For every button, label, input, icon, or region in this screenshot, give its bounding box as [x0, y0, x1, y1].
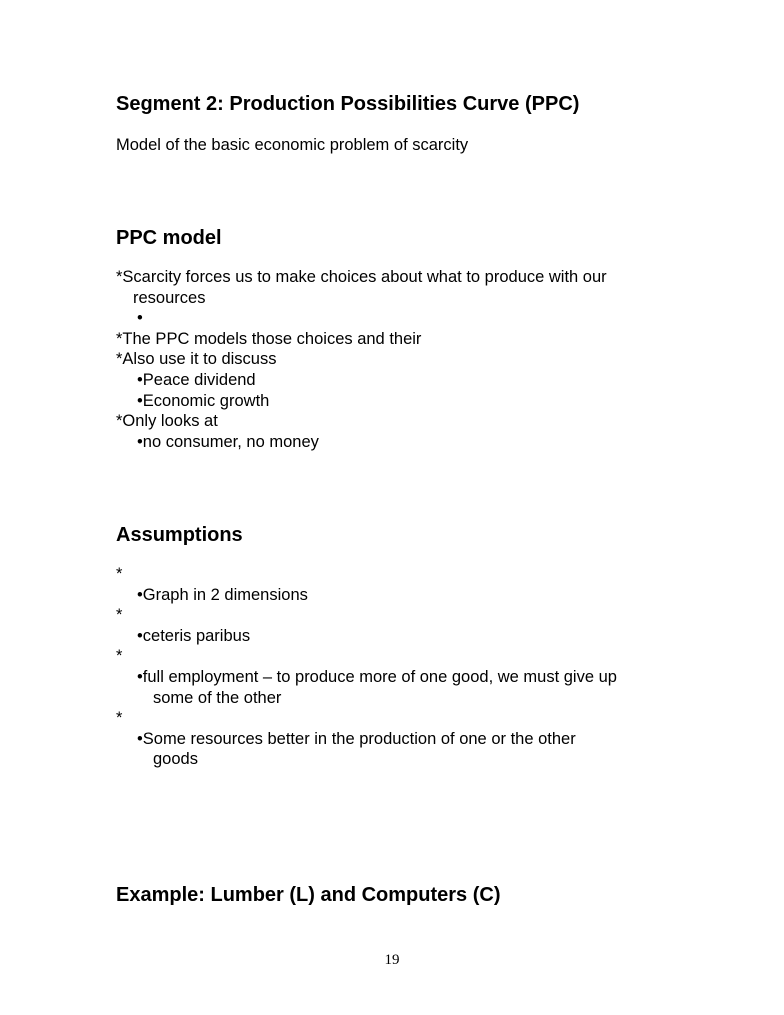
ppc-note-bullet: •Peace dividend	[137, 370, 256, 389]
ppc-note-line: resources	[133, 288, 206, 307]
ppc-note-line: *Also use it to discuss	[116, 350, 277, 369]
page-number: 19	[384, 952, 400, 968]
assumption-marker: *	[116, 709, 123, 728]
ppc-model-heading: PPC model	[116, 227, 222, 249]
assumption-bullet: •Graph in 2 dimensions	[137, 585, 308, 604]
assumption-marker: *	[116, 606, 123, 625]
ppc-model-notes	[116, 267, 607, 452]
ppc-note-bullet: •no consumer, no money	[137, 432, 319, 451]
assumption-bullet: •Some resources better in the production of one or the other	[137, 729, 576, 748]
assumption-marker: *	[116, 565, 123, 583]
assumptions-notes	[116, 564, 617, 770]
example-heading: Example: Lumber (L) and Computers (C)	[116, 884, 501, 906]
ppc-note-line: *The PPC models those choices and their	[116, 329, 422, 348]
assumption-continuation: some of the other	[153, 688, 282, 707]
assumption-marker: *	[116, 647, 123, 666]
ppc-note-bullet: •Economic growth	[137, 391, 270, 410]
segment-subtitle: Model of the basic economic problem of scarcity	[116, 136, 469, 154]
segment-title: Segment 2: Production Possibilities Curve (PPC)	[116, 93, 580, 115]
assumption-bullet: •full employment – to produce more of one good, we must give up	[137, 667, 617, 686]
ppc-note-line: *Only looks at	[116, 412, 218, 431]
assumption-bullet: •ceteris paribus	[137, 626, 251, 645]
assumption-continuation: goods	[153, 750, 198, 769]
assumptions-heading: Assumptions	[116, 524, 243, 546]
ppc-note-bullet: •	[137, 309, 143, 328]
ppc-note-line: *Scarcity forces us to make choices about what to produce with our	[116, 268, 607, 286]
